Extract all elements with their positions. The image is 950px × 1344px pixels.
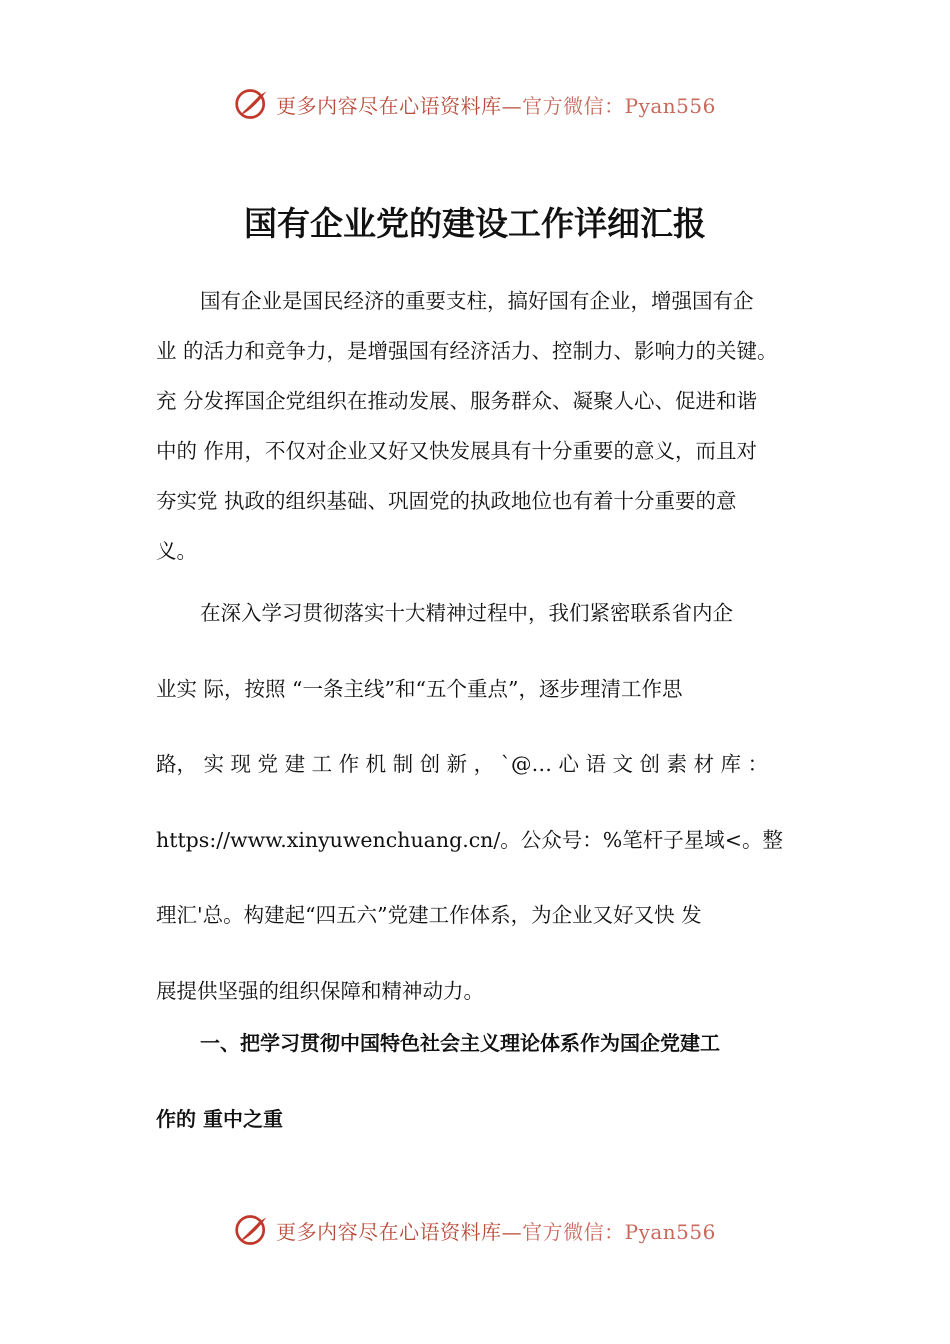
paragraph-line: 中的 作用，不仅对企业又好又快发展具有十分重要的意义，而且对 <box>156 439 758 463</box>
paragraph-line: 义。 <box>156 539 197 563</box>
paragraph-line: 展提供坚强的组织保障和精神动力。 <box>156 978 484 1003</box>
paragraph-line: 业 的活力和竞争力，是增强国有经济活力、控制力、影响力的关键。 <box>156 339 778 363</box>
paragraph-practice <box>156 576 816 1029</box>
paragraph-line: 国有企业是国民经济的重要支柱，搞好国有企业，增强国有企 <box>200 289 754 313</box>
paragraph-line: 业实 际，按照 “一条主线”和“五个重点”，逐步理清工作思 <box>156 676 683 701</box>
watermark-text: 更多内容尽在心语资料库—官方微信：Pyan556 <box>276 1219 716 1244</box>
heading-line: 一、把学习贯彻中国特色社会主义理论体系作为国企党建工 <box>200 1031 720 1055</box>
heading-line: 作的 重中之重 <box>156 1107 283 1131</box>
paragraph-line: 夯实党 执政的组织基础、巩固党的执政地位也有着十分重要的意 <box>156 489 737 513</box>
watermark-banner-top <box>0 84 950 124</box>
paragraph-intro <box>156 276 816 576</box>
paragraph-line: https://www.xinyuwenchuang.cn/。公众号：%笔杆子星域<。整 <box>156 827 783 852</box>
quill-logo-icon <box>234 1212 270 1248</box>
paragraph-line: 路， 实 现 党 建 工 作 机 制 创 新 ， `@… 心 语 文 创 素 材 库 ： <box>156 752 769 776</box>
paragraph-line: 理汇'总。构建起“四五六”党建工作体系，为企业又好又快 发 <box>156 903 702 927</box>
watermark-text: 更多内容尽在心语资料库—官方微信：Pyan556 <box>276 93 716 118</box>
watermark-banner-bottom <box>0 1210 950 1250</box>
quill-logo-icon <box>234 86 270 122</box>
paragraph-line: 充 分发挥国企党组织在推动发展、服务群众、凝聚人心、促进和谐 <box>156 389 758 413</box>
document-title: 国有企业党的建设工作详细汇报 <box>244 204 706 243</box>
paragraph-line: 在深入学习贯彻落实十大精神过程中，我们紧密联系省内企 <box>200 601 733 625</box>
section-heading-1 <box>156 1005 816 1157</box>
